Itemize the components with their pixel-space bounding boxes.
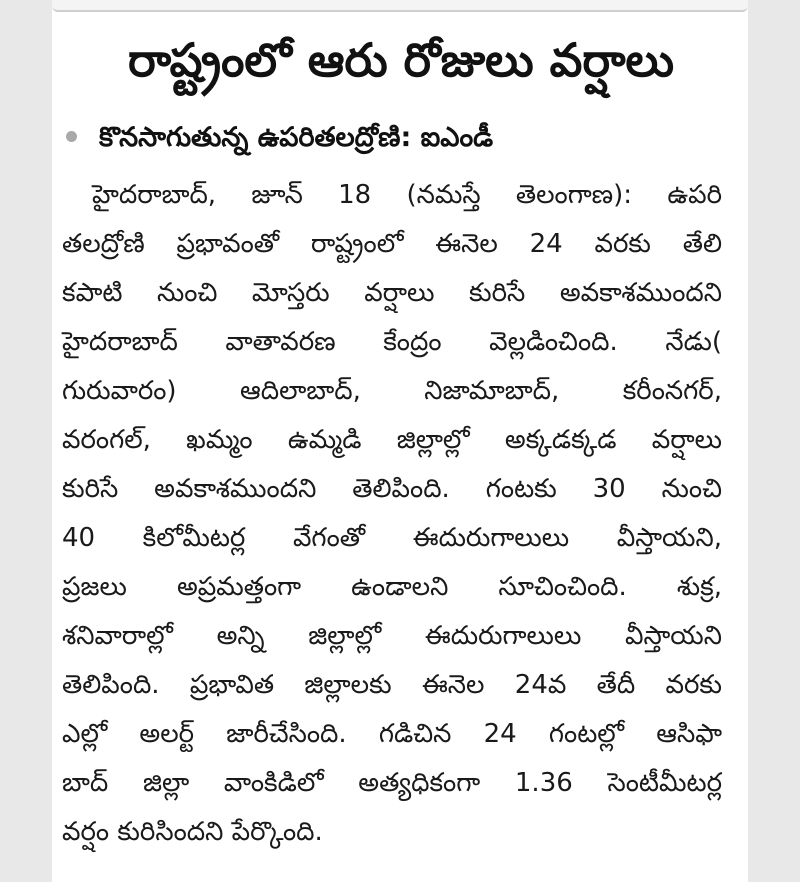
body-line: వరంగల్, ఖమ్మం ఉమ్మడి జిల్లాల్లో అక్కడక్కడ వర్షాలు [62,425,722,455]
top-border-rule [52,0,748,12]
body-line: 40 కిలోమీటర్ల వేగంతో ఈదురుగాలులు వీస్తాయని, [62,523,722,553]
article-headline: రాష్ట్రంలో ఆరు రోజులు వర్షాలు [127,33,675,87]
body-line: తెలిపింది. ప్రభావిత జిల్లాలకు ఈనెల 24వ తేదీ వరకు [62,670,722,700]
article-body [62,171,722,857]
body-line: బాద్ జిల్లా వాంకిడిలో అత్యధికంగా 1.36 సెంటీమీటర్ల [62,768,722,798]
body-line: గురువారం) ఆదిలాబాద్, నిజామాబాద్, కరీంనగర్, [62,376,722,406]
body-line: ప్రజలు అప్రమత్తంగా ఉండాలని సూచించింది. శుక్ర, [62,572,722,602]
body-line: ఎల్లో అలర్ట్ జారీచేసింది. గడిచిన 24 గంటల్లో ఆసిఫా [62,719,722,749]
body-line: కురిసే అవకాశముందని తెలిపింది. గంటకు 30 నుంచి [62,474,722,504]
left-margin [0,0,52,882]
body-line: హైదరాబాద్ వాతావరణ కేంద్రం వెల్లడించింది. నేడు( [62,327,722,357]
right-margin [748,0,800,882]
bullet-icon [66,131,77,142]
body-line: వర్షం కురిసిందని పేర్కొంది. [62,817,323,847]
body-line: కపాటి నుంచి మోస్తరు వర్షాలు కురిసే అవకాశముందని [62,278,722,308]
body-line: హైదరాబాద్, జూన్ 18 (నమస్తే తెలంగాణ): ఉపరి [92,180,722,210]
article-subheadline: కొనసాగుతున్న ఉపరితలద్రోణి: ఐఎండీ [99,122,494,153]
body-line: తలద్రోణి ప్రభావంతో రాష్ట్రంలో ఈనెల 24 వరకు తేలి [62,229,722,259]
body-line: శనివారాల్లో అన్ని జిల్లాల్లో ఈదురుగాలులు వీస్తాయని [62,621,722,651]
article-subheadline-row [64,112,744,164]
